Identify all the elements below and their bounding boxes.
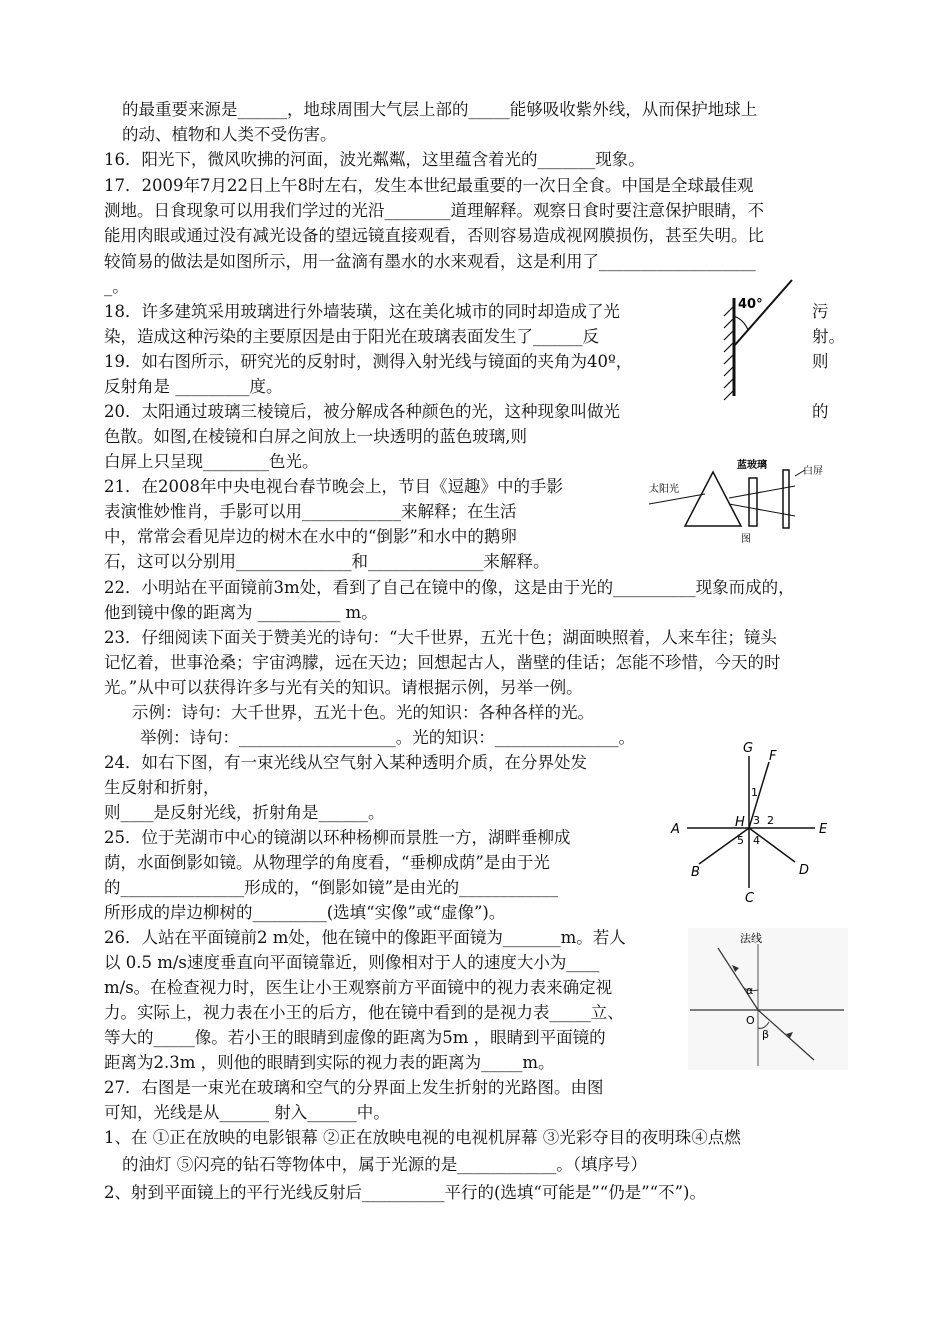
text-line: 22．小明站在平面镜前3m处，看到了自己在镜中的像，这是由于光的__________现象而成的， — [104, 578, 795, 597]
svg-text:H: H — [735, 815, 745, 830]
svg-text:2: 2 — [767, 814, 774, 827]
text-line: 记忆着，世事沧桑；宇宙鸿朦，远在天边；回想起古人，凿壁的佳话；怎能不珍惜，今天的时 — [104, 653, 781, 672]
text-line: 21．在2008年中央电视台春节晚会上，节目《逗趣》中的手影 — [104, 477, 563, 496]
text-line: 生反射和折射， — [104, 778, 220, 797]
text-line: 白屏上只呈现________色光。 — [104, 452, 319, 471]
text-line: 光。”从中可以获得许多与光有关的知识。请根据示例，另举一例。 — [104, 678, 583, 697]
text-line: 27．右图是一束光在玻璃和空气的分界面上发生折射的光路图。由图 — [104, 1078, 604, 1097]
text-line: 19．如右图所示，研究光的反射时，测得入射光线与镜面的夹角为40º， — [104, 352, 633, 371]
text-line: 所形成的岸边柳树的_________(选填“实像”或“虚像”)。 — [104, 903, 506, 922]
side-word: 则 — [812, 352, 829, 371]
svg-text:E: E — [819, 822, 828, 837]
svg-text:F: F — [769, 749, 777, 764]
text-line: 20．太阳通过玻璃三棱镜后，被分解成各种颜色的光，这种现象叫做光 — [104, 402, 620, 421]
text-line: 距离为2.3m ，则他的眼睛到实际的视力表的距离为_____m。 — [104, 1053, 555, 1072]
screen-label: 白屏 — [803, 466, 823, 477]
text-line: 25．位于芜湖市中心的镜湖以环种杨柳而景胜一方，湖畔垂柳成 — [104, 828, 571, 847]
text-line: 则____是反射光线，折射角是______。 — [104, 803, 385, 822]
text-line: 23．仔细阅读下面关于赞美光的诗句：“大千世界，五光十色；湖面映照着，人来车往；镜头 — [104, 628, 777, 647]
reflection-refraction-figure — [665, 740, 840, 905]
text-line: 等大的_____像。若小王的眼睛到虚像的距离为5m ，眼睛到平面镜的 — [104, 1028, 606, 1047]
svg-text:D: D — [799, 863, 810, 878]
text-line: 1、在 ①正在放映的电影银幕 ②正在放映电视的电视机屏幕 ③光彩夺目的夜明珠④点燃 — [104, 1128, 741, 1147]
svg-text:3: 3 — [753, 814, 760, 827]
text-line: 可知，光线是从______ 射入______中。 — [104, 1103, 390, 1122]
text-line: 色散。如图,在棱镜和白屏之间放上一块透明的蓝色玻璃,则 — [104, 427, 527, 446]
text-line: 18．许多建筑采用玻璃进行外墙装璜，这在美化城市的同时却造成了光 — [104, 302, 620, 321]
text-line: 荫，水面倒影如镜。从物理学的角度看，“垂柳成荫”是由于光 — [104, 853, 550, 872]
text-line: 示例：诗句：大千世界，五光十色。光的知识：各种各样的光。 — [132, 703, 594, 722]
text-line: 石，这可以分别用______________和______________来解释。 — [104, 552, 550, 571]
text-line: 26．人站在平面镜前2 m处，他在镜中的像距平面镜为_______m。若人 — [104, 928, 626, 947]
text-line: 染，造成这种污染的主要原因是由于阳光在玻璃表面发生了______反 — [104, 327, 599, 346]
text-line: 反射角是 _________度。 — [104, 377, 283, 396]
text-line: 表演惟妙惟肖，手影可以用____________来解释；在生活 — [104, 502, 517, 521]
svg-text:O: O — [746, 1014, 755, 1027]
svg-text:B: B — [691, 865, 700, 880]
svg-text:1: 1 — [751, 786, 758, 799]
text-line: 中，常常会看见岸边的树木在水中的“倒影”和水中的鹅卵 — [104, 527, 517, 546]
svg-text:A: A — [671, 822, 680, 837]
text-line: 他到镜中像的距离为 __________ m。 — [104, 603, 378, 622]
text-line: m/s。在检查视力时，医生让小王观察前方平面镜中的视力表来确定视 — [104, 978, 613, 997]
text-line: 的_______________形成的，“倒影如镜”是由光的____________ — [104, 878, 559, 897]
text-line: 的动、植物和人类不受伤害。 — [122, 125, 337, 144]
text-line: 力。实际上，视力表在小王的后方，他在镜中看到的是视力表_____立、 — [104, 1003, 624, 1022]
svg-text:5: 5 — [737, 834, 744, 847]
text-line: 17．2009年7月22日上午8时左右，发生本世纪最重要的一次日全食。中国是全球最佳观 — [104, 176, 754, 195]
refraction-figure — [688, 928, 848, 1070]
text-line: 较简易的做法是如图所示，用一盆滴有墨水的水来观看，这是利用了___________________ — [104, 252, 756, 271]
prism-figure — [645, 456, 830, 544]
text-line: 的油灯 ⑤闪亮的钻石等物体中，属于光源的是____________。（填序号） — [122, 1155, 647, 1174]
sun-label: 太阳光 — [649, 484, 679, 495]
text-line: 测地。日食现象可以用我们学过的光沿________道理解释。观察日食时要注意保护眼睛，不 — [104, 201, 764, 220]
figure-label: 图 — [741, 534, 751, 544]
mirror-angle-figure — [712, 276, 802, 401]
side-word: 射。 — [812, 327, 845, 346]
svg-text:G: G — [743, 741, 754, 756]
text-line: 16．阳光下，微风吹拂的河面，波光粼粼，这里蕴含着光的_______现象。 — [104, 150, 645, 169]
svg-text:法线: 法线 — [740, 932, 762, 945]
text-line: 举例：诗句：___________________。光的知识：_______________。 — [140, 728, 635, 747]
text-line: 2、射到平面镜上的平行光线反射后__________平行的(选填“可能是”“仍是”“不”)。 — [104, 1183, 706, 1202]
svg-text:β: β — [762, 1028, 770, 1041]
text-line: _。 — [104, 277, 129, 296]
svg-text:α: α — [746, 984, 754, 997]
text-line: 能用肉眼或通过没有减光设备的望远镜直接观看，否则容易造成视网膜损伤，甚至失明。比 — [104, 226, 764, 245]
text-line: 24．如右下图，有一束光线从空气射入某种透明介质，在分界处发 — [104, 753, 587, 772]
text-line: 以 0.5 m/s速度垂直向平面镜靠近，则像相对于人的速度大小为____ — [104, 953, 600, 972]
glass-label: 蓝玻璃 — [737, 460, 767, 471]
svg-text:C: C — [745, 891, 755, 905]
side-word: 污 — [812, 302, 829, 321]
svg-text:4: 4 — [753, 834, 760, 847]
side-word: 的 — [812, 402, 829, 421]
angle-label: 40° — [738, 297, 763, 312]
text-line: 的最重要来源是______，地球周围大气层上部的_____能够吸收紫外线，从而保护地球上 — [122, 100, 758, 119]
